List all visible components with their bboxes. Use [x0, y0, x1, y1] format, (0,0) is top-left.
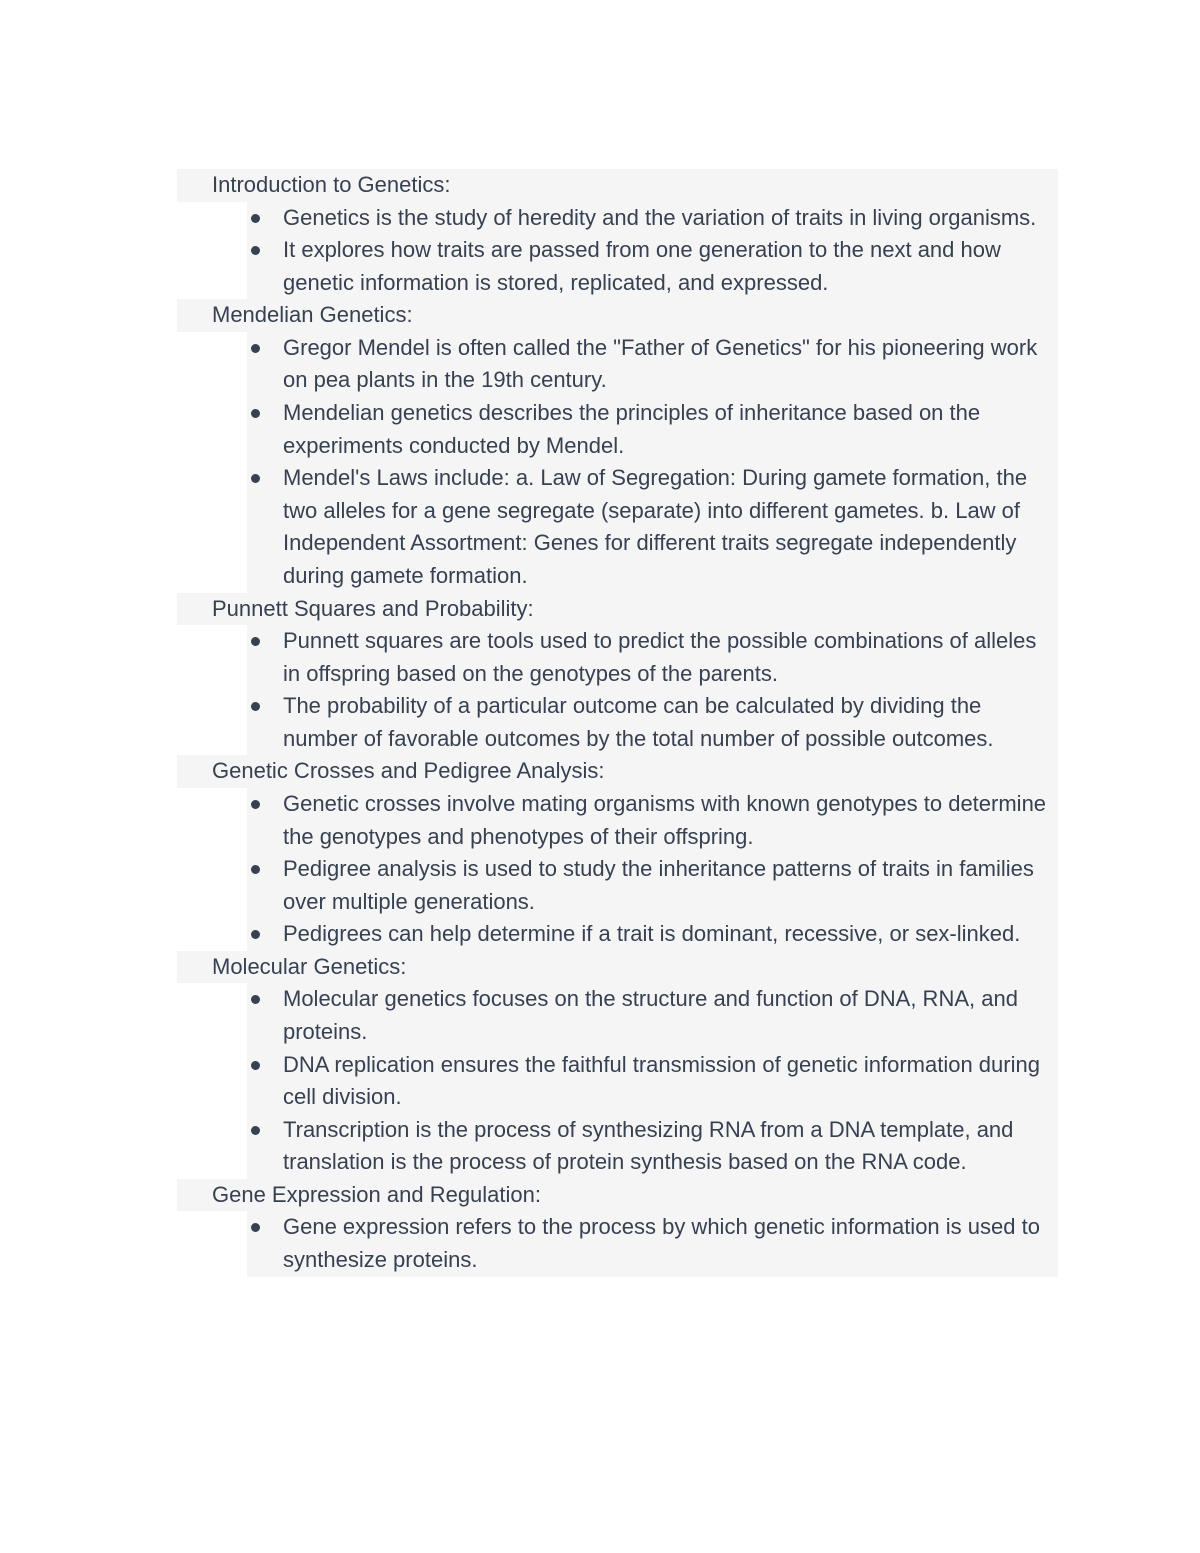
- document-body: [177, 169, 1058, 1277]
- list-item: [247, 853, 1058, 918]
- list-item: [247, 983, 1058, 1048]
- list-item-text: Molecular genetics focuses on the structure and function of DNA, RNA, and proteins.: [283, 986, 1018, 1044]
- list-item-text: Mendel's Laws include: a. Law of Segregation: During gamete formation, the two alleles for a gene segregate (separate) into different gametes. b. Law of Independent Assortment: Genes for different traits segregate independently during gamete formation.: [283, 465, 1028, 588]
- bullet-icon: [251, 930, 260, 939]
- bullet-icon: [251, 865, 260, 874]
- bullet-icon: [251, 800, 260, 809]
- bullet-icon: [251, 995, 260, 1004]
- list-item: [247, 625, 1058, 690]
- list-item: [247, 690, 1058, 755]
- section-mendelian: [177, 299, 1058, 592]
- section-crosses-pedigree: [177, 755, 1058, 950]
- list-item: [247, 202, 1058, 235]
- bullet-list: [177, 983, 1058, 1179]
- bullet-list: [177, 332, 1058, 593]
- bullet-icon: [251, 1061, 260, 1070]
- bullet-list: [177, 788, 1058, 951]
- section-heading: Genetic Crosses and Pedigree Analysis:: [177, 755, 1058, 788]
- bullet-list: [177, 625, 1058, 755]
- list-item: [247, 1211, 1058, 1276]
- list-item: [247, 1114, 1058, 1179]
- list-item-text: Gregor Mendel is often called the "Father of Genetics" for his pioneering work on pea plants in the 19th century.: [283, 334, 1038, 393]
- list-item: [247, 234, 1058, 299]
- list-item-text: It explores how traits are passed from one generation to the next and how genetic information is stored, replicated, and expressed.: [283, 237, 1001, 295]
- bullet-icon: [251, 702, 260, 711]
- section-heading: Punnett Squares and Probability:: [177, 593, 1058, 626]
- bullet-list: [177, 1211, 1058, 1276]
- list-item-text: Genetic crosses involve mating organisms with known genotypes to determine the genotypes and phenotypes of their offspring.: [283, 790, 1047, 849]
- list-item: [247, 918, 1058, 951]
- list-item: [247, 397, 1058, 462]
- section-introduction: [177, 169, 1058, 299]
- list-item-text: DNA replication ensures the faithful transmission of genetic information during cell division.: [283, 1051, 1040, 1110]
- section-punnett: [177, 593, 1058, 756]
- list-item: [247, 788, 1058, 853]
- list-item-text: Punnett squares are tools used to predict the possible combinations of alleles in offspring based on the genotypes of the parents.: [283, 628, 1037, 686]
- bullet-icon: [251, 246, 260, 255]
- list-item-text: Genetics is the study of heredity and the variation of traits in living organisms.: [283, 204, 1037, 230]
- list-item: [247, 332, 1058, 397]
- section-heading: Introduction to Genetics:: [177, 169, 1058, 202]
- list-item: [247, 462, 1058, 592]
- list-item-text: Pedigrees can help determine if a trait is dominant, recessive, or sex-linked.: [283, 921, 1021, 947]
- bullet-icon: [251, 1126, 260, 1135]
- list-item: [247, 1049, 1058, 1114]
- list-item-text: The probability of a particular outcome can be calculated by dividing the number of favorable outcomes by the total number of possible outcomes.: [283, 693, 994, 751]
- bullet-list: [177, 202, 1058, 300]
- bullet-icon: [251, 409, 260, 418]
- bullet-icon: [251, 474, 260, 483]
- section-heading: Molecular Genetics:: [177, 951, 1058, 984]
- section-heading: Mendelian Genetics:: [177, 299, 1058, 332]
- list-item-text: Gene expression refers to the process by which genetic information is used to synthesize proteins.: [283, 1214, 1040, 1273]
- list-item-text: Transcription is the process of synthesizing RNA from a DNA template, and translation is the process of protein synthesis based on the RNA code.: [283, 1116, 1014, 1175]
- section-heading: Gene Expression and Regulation:: [177, 1179, 1058, 1212]
- bullet-icon: [251, 344, 260, 353]
- list-item-text: Pedigree analysis is used to study the inheritance patterns of traits in families over multiple generations.: [283, 856, 1034, 914]
- section-molecular: [177, 951, 1058, 1179]
- bullet-icon: [251, 1223, 260, 1232]
- list-item-text: Mendelian genetics describes the principles of inheritance based on the experiments conducted by Mendel.: [283, 399, 981, 458]
- bullet-icon: [251, 214, 260, 223]
- bullet-icon: [251, 637, 260, 646]
- section-gene-expression: [177, 1179, 1058, 1277]
